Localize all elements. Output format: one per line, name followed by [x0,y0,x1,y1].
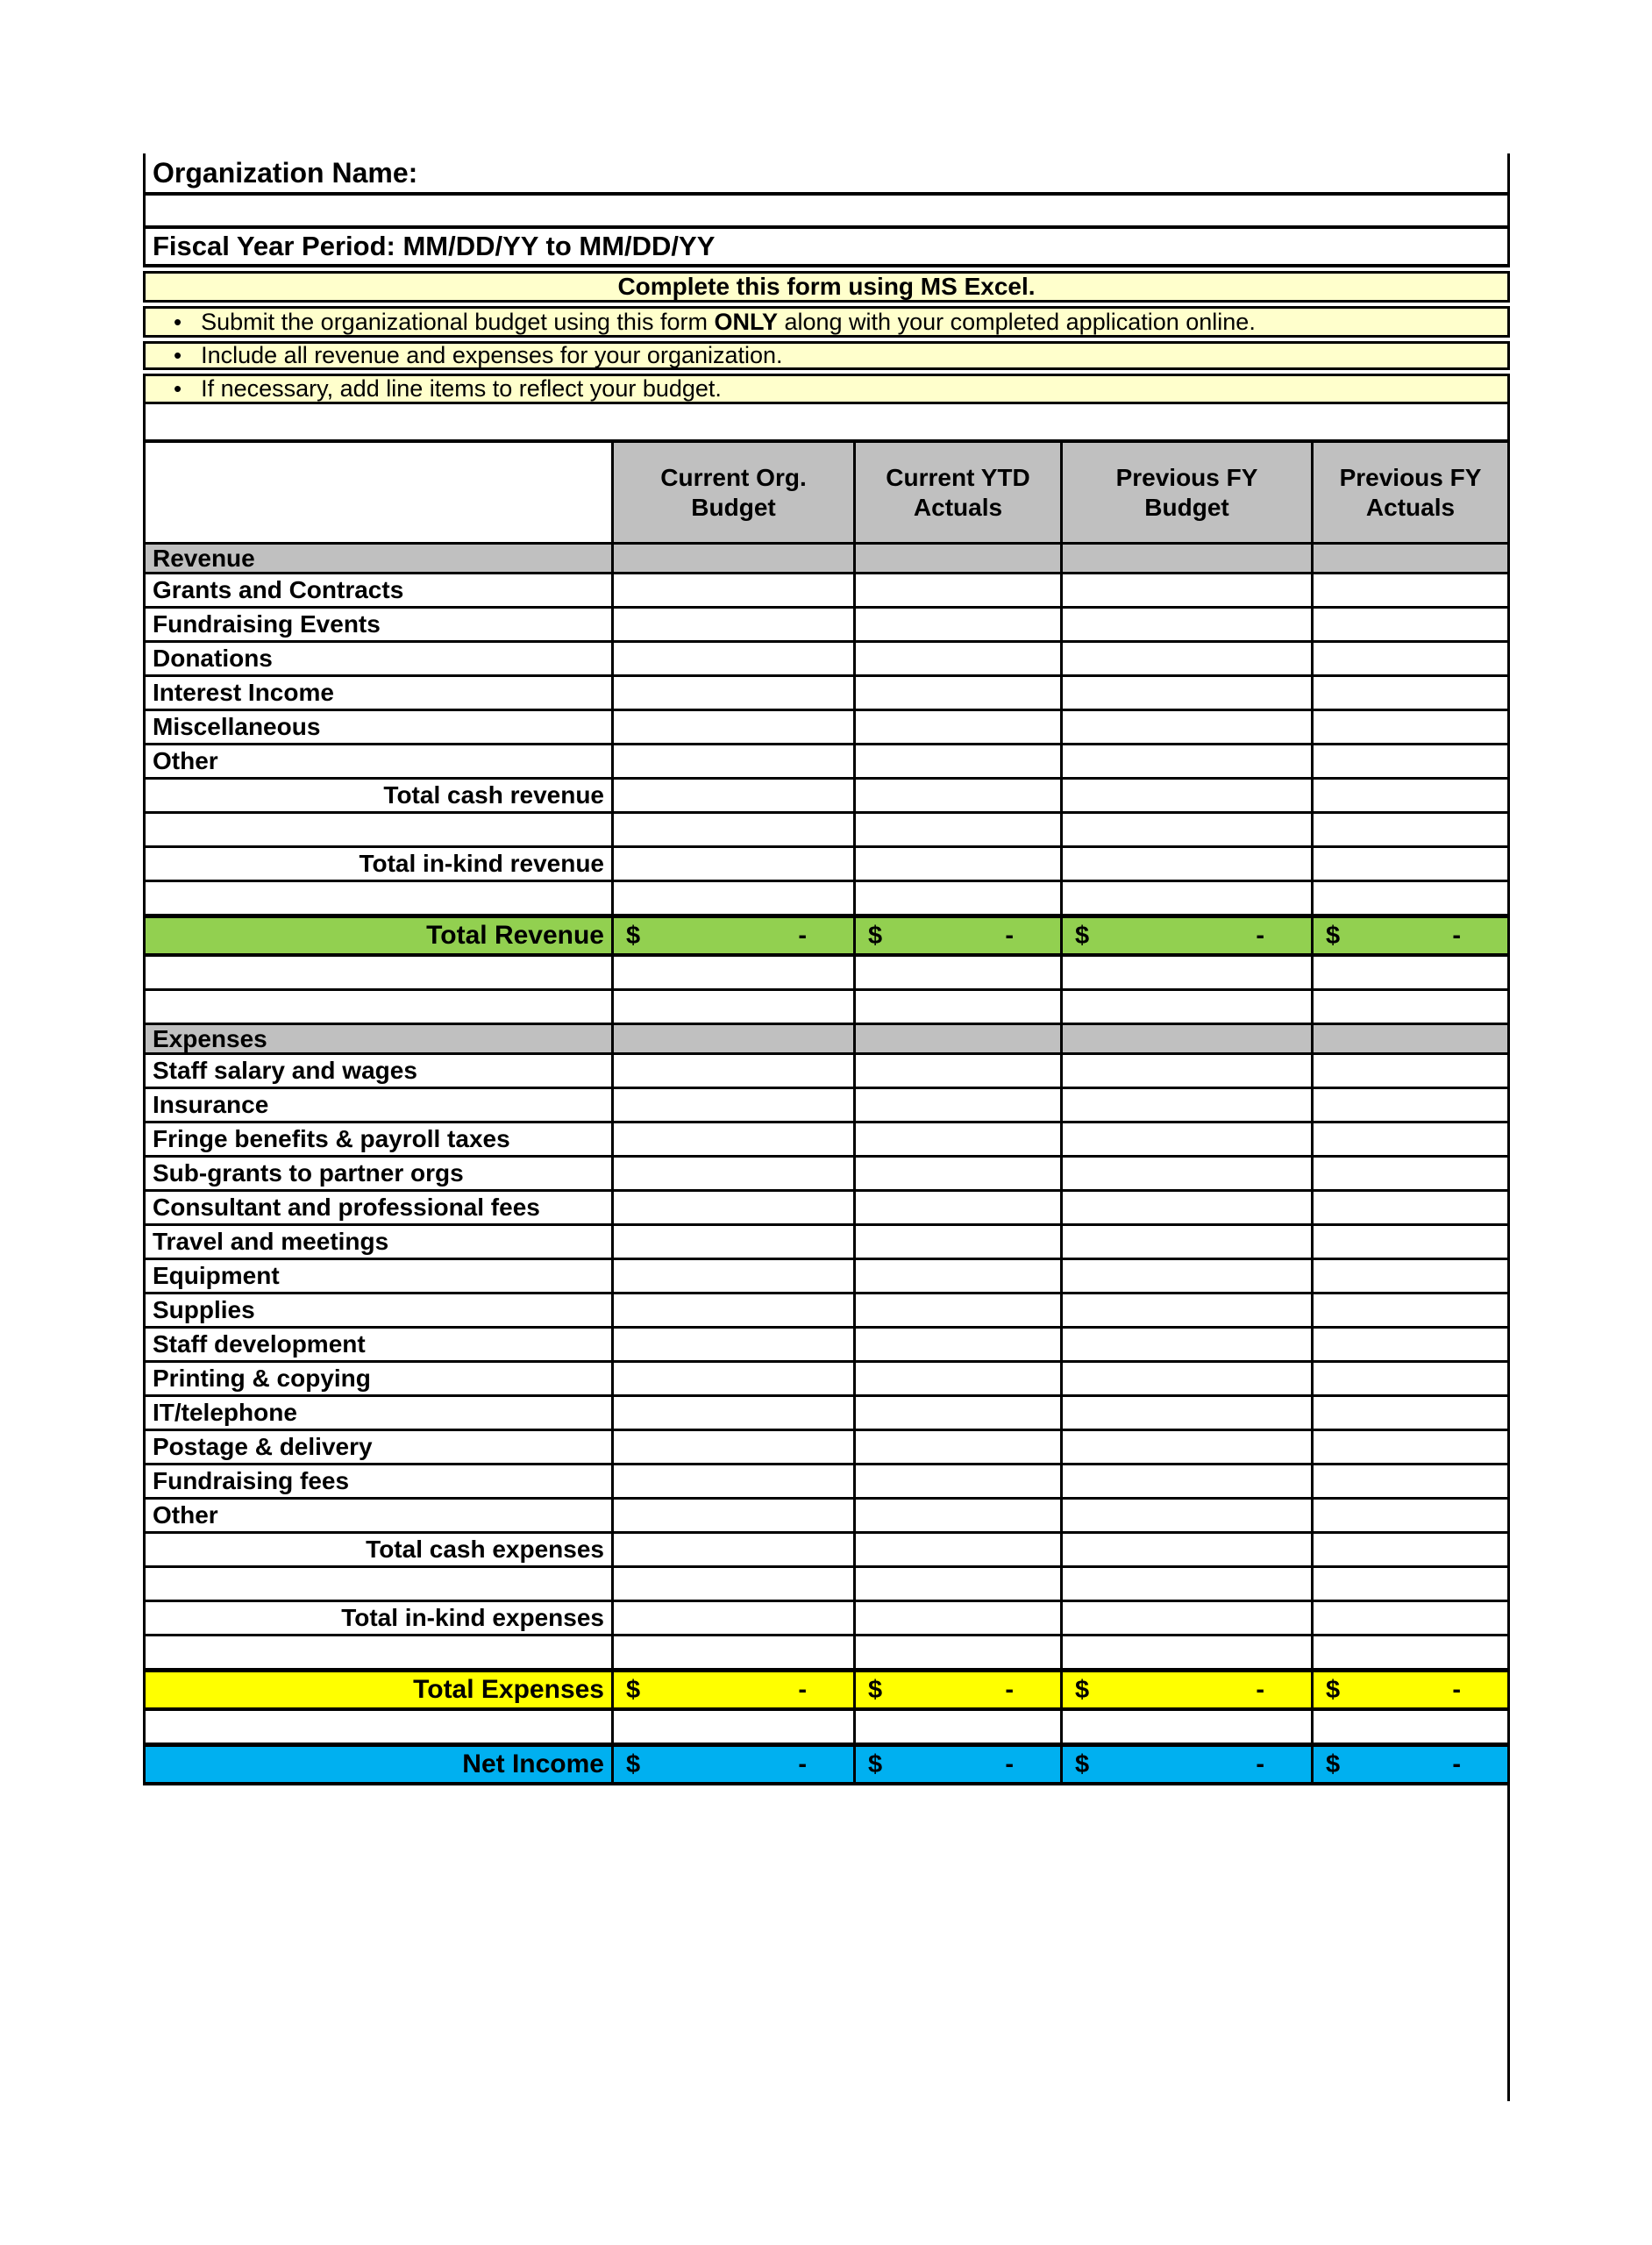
value-cell[interactable] [614,745,856,780]
currency-symbol: $ [626,921,641,950]
empty-row [146,991,1510,1025]
value-cell[interactable] [1314,1636,1510,1671]
value-cell[interactable] [856,1329,1063,1363]
value-cell [856,1747,1063,1782]
currency-symbol: $ [626,1675,641,1704]
currency-symbol: $ [868,1750,883,1778]
bullet-icon: • [174,375,182,402]
row-label: Interest Income [146,677,614,711]
value-cell[interactable] [614,1226,856,1260]
currency-symbol: $ [1326,1750,1341,1778]
value-cell[interactable] [614,609,856,643]
value-cell[interactable] [1063,991,1314,1025]
value-cell[interactable] [856,1465,1063,1500]
value-cell[interactable] [1063,1711,1314,1745]
row-label: IT/telephone [146,1397,614,1431]
value-cell[interactable] [614,1397,856,1431]
value-cell[interactable] [856,711,1063,745]
value-cell[interactable] [1063,1465,1314,1500]
value-cell[interactable] [1314,957,1510,991]
value-cell[interactable] [1063,677,1314,711]
staff-salary-and-wages-row [146,1055,1510,1089]
blank-row-above-grid [143,404,1510,439]
value-cell [856,918,1063,953]
amount-dash: - [1452,921,1461,950]
interest-income-row [146,677,1510,711]
row-label: Grants and Contracts [146,574,614,609]
donations-row [146,643,1510,677]
currency-symbol: $ [1326,1675,1341,1704]
value-cell[interactable] [856,1397,1063,1431]
value-cell[interactable] [1314,711,1510,745]
value-cell [856,1672,1063,1707]
value-cell[interactable] [1314,1226,1510,1260]
amount-dash: - [1452,1750,1461,1778]
value-cell[interactable] [1314,1260,1510,1294]
other-row [146,1500,1510,1534]
value-cell[interactable] [856,1711,1063,1745]
row-label: Fringe benefits & payroll taxes [146,1123,614,1158]
currency-symbol: $ [626,1750,641,1778]
value-cell [1063,1602,1314,1636]
value-cell [614,1534,856,1568]
value-cell [1314,1534,1510,1568]
value-cell[interactable] [1314,1568,1510,1602]
value-cell [856,1534,1063,1568]
value-cell[interactable] [1063,814,1314,848]
row-label: Total cash expenses [146,1534,614,1568]
value-cell[interactable] [1314,1465,1510,1500]
value-cell [1063,1534,1314,1568]
value-cell[interactable] [1314,1397,1510,1431]
value-cell[interactable] [614,1158,856,1192]
value-cell [1063,1747,1314,1782]
total-expenses-row [146,1671,1510,1711]
value-cell[interactable] [856,1431,1063,1465]
value-cell[interactable] [1063,957,1314,991]
supplies-row [146,1294,1510,1329]
staff-development-row [146,1329,1510,1363]
value-cell[interactable] [1063,745,1314,780]
row-label: Travel and meetings [146,1226,614,1260]
value-cell [1063,918,1314,953]
value-cell[interactable] [1314,1158,1510,1192]
value-cell[interactable] [614,1192,856,1226]
amount-dash: - [1005,1750,1014,1778]
value-cell [1063,545,1314,574]
expenses-row [146,1025,1510,1055]
printing-copying-row [146,1363,1510,1397]
value-cell [614,1672,856,1707]
value-cell[interactable] [1063,609,1314,643]
value-cell[interactable] [856,574,1063,609]
row-label: Fundraising Events [146,609,614,643]
empty-row [146,1568,1510,1602]
row-label: Total in-kind expenses [146,1602,614,1636]
fiscal-year-row[interactable] [143,229,1510,267]
value-cell [1063,1672,1314,1707]
total-revenue-row [146,916,1510,957]
value-cell [614,780,856,814]
empty-row [146,814,1510,848]
value-cell[interactable] [856,1089,1063,1123]
value-cell[interactable] [614,882,856,916]
value-cell [1314,545,1510,574]
value-cell[interactable] [1314,1055,1510,1089]
value-cell[interactable] [1314,677,1510,711]
value-cell [614,1602,856,1636]
row-label: Supplies [146,1294,614,1329]
currency-symbol: $ [1075,1750,1090,1778]
value-cell [1314,1672,1510,1707]
value-cell[interactable] [614,1055,856,1089]
value-cell[interactable] [1063,882,1314,916]
empty-label-cell [146,1568,614,1602]
value-cell[interactable] [856,643,1063,677]
value-cell[interactable] [1063,643,1314,677]
blank-row-top [143,196,1510,229]
instructions-banner [143,271,1510,303]
budget-grid [143,439,1510,1785]
total-cash-revenue-row [146,780,1510,814]
currency-symbol: $ [868,1675,883,1704]
row-label: Miscellaneous [146,711,614,745]
grants-and-contracts-row [146,574,1510,609]
value-cell[interactable] [614,1294,856,1329]
value-cell[interactable] [856,677,1063,711]
total-cash-expenses-row [146,1534,1510,1568]
value-cell[interactable] [1063,1500,1314,1534]
value-cell [1063,848,1314,882]
value-cell [1063,1025,1314,1055]
consultant-and-professional-fees-row [146,1192,1510,1226]
row-label: Net Income [146,1747,614,1782]
empty-row [146,882,1510,916]
value-cell[interactable] [1063,1329,1314,1363]
value-cell[interactable] [614,1089,856,1123]
value-cell[interactable] [614,711,856,745]
amount-dash: - [1005,921,1014,950]
organization-name-label: Organization Name: [153,156,418,189]
value-cell[interactable] [856,1363,1063,1397]
row-label: Sub-grants to partner orgs [146,1158,614,1192]
bullet-icon: • [174,308,182,335]
value-cell [614,848,856,882]
instruction-text: If necessary, add line items to reflect your budget. [201,375,722,402]
row-label: Equipment [146,1260,614,1294]
row-label: Printing & copying [146,1363,614,1397]
currency-symbol: $ [1075,1675,1090,1704]
value-cell[interactable] [1314,1431,1510,1465]
other-row [146,745,1510,780]
fringe-benefits-payroll-taxes-row [146,1123,1510,1158]
currency-symbol: $ [868,921,883,950]
column-header-previous-fy-budget: Previous FY Budget [1063,443,1314,545]
column-header-current-org-budget: Current Org. Budget [614,443,856,545]
postage-delivery-row [146,1431,1510,1465]
instruction-text: Submit the organizational budget using this form ONLY along with your completed application online. [201,308,1256,335]
row-label: Other [146,1500,614,1534]
row-label: Total Expenses [146,1672,614,1707]
amount-dash: - [798,1675,807,1704]
value-cell[interactable] [1063,1158,1314,1192]
amount-dash: - [1256,921,1264,950]
value-cell[interactable] [614,1500,856,1534]
value-cell[interactable] [1314,882,1510,916]
value-cell[interactable] [856,1294,1063,1329]
empty-label-cell [146,991,614,1025]
row-label: Consultant and professional fees [146,1192,614,1226]
value-cell [856,848,1063,882]
value-cell[interactable] [1063,1055,1314,1089]
value-cell[interactable] [1063,1397,1314,1431]
empty-label-cell [146,814,614,848]
budget-form [143,153,1510,1785]
value-cell[interactable] [614,1329,856,1363]
currency-symbol: $ [1326,921,1341,950]
value-cell[interactable] [1063,1431,1314,1465]
equipment-row [146,1260,1510,1294]
value-cell[interactable] [614,1711,856,1745]
value-cell[interactable] [856,1500,1063,1534]
right-edge-line [1507,1785,1510,2101]
value-cell[interactable] [1314,1192,1510,1226]
row-label: Total in-kind revenue [146,848,614,882]
fundraising-events-row [146,609,1510,643]
total-in-kind-expenses-row [146,1602,1510,1636]
value-cell[interactable] [856,1158,1063,1192]
row-label: Other [146,745,614,780]
row-label: Insurance [146,1089,614,1123]
empty-row [146,1636,1510,1671]
value-cell[interactable] [856,1055,1063,1089]
instruction-bullet-row [143,374,1510,404]
value-cell[interactable] [856,1260,1063,1294]
value-cell[interactable] [1314,574,1510,609]
insurance-row [146,1089,1510,1123]
row-label: Staff development [146,1329,614,1363]
value-cell[interactable] [1063,1192,1314,1226]
instruction-bullet-row [143,306,1510,338]
value-cell[interactable] [1314,609,1510,643]
empty-label-cell [146,957,614,991]
value-cell[interactable] [856,609,1063,643]
budget-grid-body [146,545,1510,1785]
value-cell[interactable] [614,1431,856,1465]
sub-grants-to-partner-orgs-row [146,1158,1510,1192]
it-telephone-row [146,1397,1510,1431]
bullet-icon: • [174,342,182,368]
value-cell[interactable] [1314,991,1510,1025]
value-cell[interactable] [856,814,1063,848]
value-cell[interactable] [614,1568,856,1602]
value-cell[interactable] [614,1123,856,1158]
row-label: Donations [146,643,614,677]
value-cell[interactable] [856,1568,1063,1602]
value-cell[interactable] [614,1465,856,1500]
amount-dash: - [1452,1675,1461,1704]
empty-label-cell [146,1636,614,1671]
value-cell[interactable] [1063,1363,1314,1397]
row-label: Fundraising fees [146,1465,614,1500]
value-cell[interactable] [614,991,856,1025]
revenue-row [146,545,1510,574]
value-cell [856,1025,1063,1055]
amount-dash: - [798,1750,807,1778]
header-label-cell [146,443,614,545]
value-cell [1314,918,1510,953]
row-label: Total cash revenue [146,780,614,814]
currency-symbol: $ [1075,921,1090,950]
amount-dash: - [798,921,807,950]
value-cell [1314,780,1510,814]
amount-dash: - [1005,1675,1014,1704]
value-cell[interactable] [1314,745,1510,780]
value-cell[interactable] [1314,1711,1510,1745]
empty-label-cell [146,1711,614,1745]
value-cell[interactable] [614,643,856,677]
value-cell[interactable] [856,991,1063,1025]
empty-label-cell [146,882,614,916]
value-cell [614,545,856,574]
value-cell[interactable] [614,957,856,991]
row-label: Postage & delivery [146,1431,614,1465]
miscellaneous-row [146,711,1510,745]
value-cell [1314,848,1510,882]
row-label: Total Revenue [146,918,614,953]
organization-name-row[interactable] [143,153,1510,196]
value-cell[interactable] [1063,1294,1314,1329]
value-cell[interactable] [856,745,1063,780]
value-cell[interactable] [1314,814,1510,848]
value-cell [856,780,1063,814]
value-cell[interactable] [1063,1226,1314,1260]
value-cell [1314,1602,1510,1636]
empty-row [146,1711,1510,1745]
value-cell[interactable] [1063,1089,1314,1123]
instruction-text: Include all revenue and expenses for your organization. [201,342,783,368]
value-cell[interactable] [856,957,1063,991]
value-cell[interactable] [614,677,856,711]
value-cell [614,918,856,953]
column-header-row [146,443,1510,545]
row-label: Revenue [146,545,614,574]
column-header-current-ytd-actuals: Current YTD Actuals [856,443,1063,545]
value-cell [1314,1747,1510,1782]
value-cell[interactable] [614,1636,856,1671]
value-cell[interactable] [856,1636,1063,1671]
amount-dash: - [1256,1750,1264,1778]
value-cell[interactable] [1063,1260,1314,1294]
value-cell[interactable] [856,882,1063,916]
fiscal-year-label: Fiscal Year Period: MM/DD/YY to MM/DD/YY [153,231,716,261]
value-cell[interactable] [856,1192,1063,1226]
value-cell[interactable] [614,574,856,609]
value-cell[interactable] [1314,1500,1510,1534]
value-cell[interactable] [856,1123,1063,1158]
travel-and-meetings-row [146,1226,1510,1260]
row-label: Expenses [146,1025,614,1055]
net-income-row [146,1745,1510,1785]
banner-text: Complete this form using MS Excel. [617,273,1036,300]
value-cell [856,545,1063,574]
value-cell [1063,780,1314,814]
value-cell[interactable] [1063,1636,1314,1671]
value-cell[interactable] [856,1226,1063,1260]
value-cell [614,1025,856,1055]
value-cell[interactable] [1314,1329,1510,1363]
value-cell [856,1602,1063,1636]
value-cell[interactable] [614,1363,856,1397]
value-cell[interactable] [1314,1123,1510,1158]
value-cell[interactable] [1314,1294,1510,1329]
value-cell[interactable] [1063,574,1314,609]
amount-dash: - [1256,1675,1264,1704]
value-cell[interactable] [1063,711,1314,745]
value-cell[interactable] [1314,1363,1510,1397]
row-label: Staff salary and wages [146,1055,614,1089]
value-cell[interactable] [1063,1123,1314,1158]
value-cell [614,1747,856,1782]
value-cell[interactable] [614,814,856,848]
value-cell[interactable] [614,1260,856,1294]
value-cell[interactable] [1314,1089,1510,1123]
value-cell[interactable] [1063,1568,1314,1602]
empty-row [146,957,1510,991]
value-cell [1314,1025,1510,1055]
value-cell[interactable] [1314,643,1510,677]
column-header-previous-fy-actuals: Previous FY Actuals [1314,443,1510,545]
instruction-bullet-row [143,341,1510,370]
fundraising-fees-row [146,1465,1510,1500]
total-in-kind-revenue-row [146,848,1510,882]
